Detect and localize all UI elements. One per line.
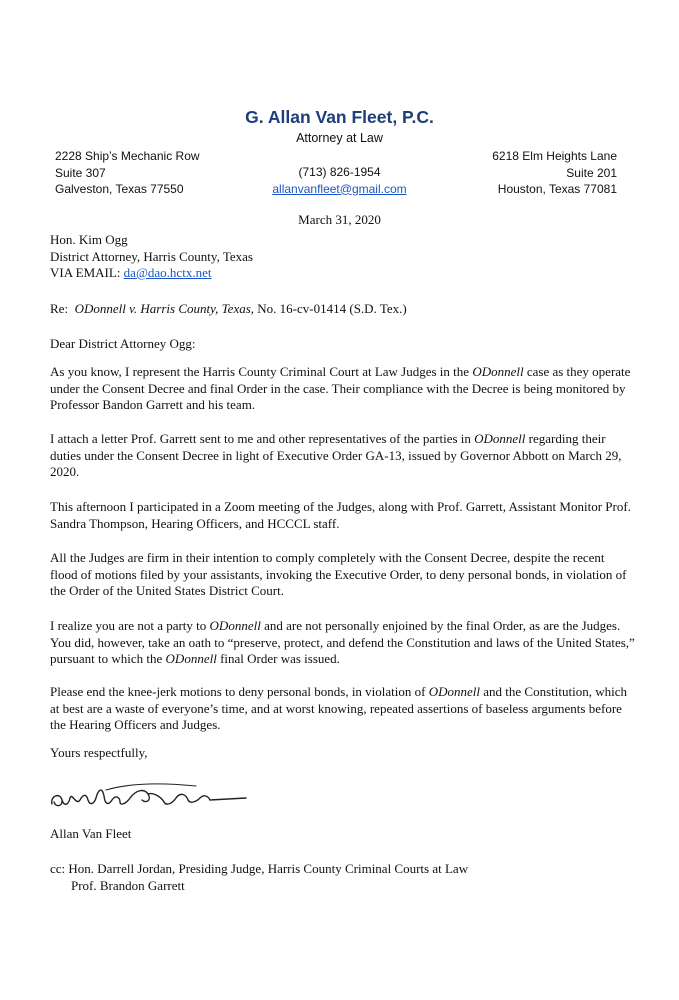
re-prefix: Re: [50, 301, 75, 316]
re-line [50, 301, 635, 318]
closing: Yours respectfully, [50, 745, 148, 760]
case-ref: ODonnell [472, 364, 524, 379]
signer-name: Allan Van Fleet [50, 826, 132, 841]
case-name: ODonnell v. Harris County, Texas [74, 301, 251, 316]
right-address [492, 148, 617, 198]
recipient-name: Hon. Kim Ogg [50, 232, 128, 247]
paragraph-text: I realize you are not a party to [50, 618, 210, 633]
paragraph-text: Please end the knee-jerk motions to deny personal bonds, in violation of [50, 684, 429, 699]
right-address-line: 6218 Elm Heights Lane [492, 149, 617, 163]
right-address-line: Houston, Texas 77081 [497, 182, 617, 196]
paragraph-text: I attach a letter Prof. Garrett sent to me and other representatives of the parties in [50, 431, 475, 446]
left-address-line: 2228 Ship’s Mechanic Row [55, 149, 200, 163]
salutation: Dear District Attorney Ogg: [50, 336, 196, 351]
paragraph-text: As you know, I represent the Harris County Criminal Court at Law Judges in the [50, 364, 473, 379]
right-address-line: Suite 201 [566, 165, 617, 180]
email-label: VIA EMAIL: [50, 265, 124, 280]
left-address-line: Galveston, Texas 77550 [55, 182, 184, 196]
recipient-email-line [50, 265, 253, 282]
paragraph-text: final Order was issued. [216, 651, 340, 667]
paragraph-text: case as they operate under the Consent Decree and final Order in the case. Their compliance with the Decree is being monitored by Professor Bandon Garrett and his team. [50, 364, 631, 413]
phone-number: (713) 826-1954 [298, 165, 381, 179]
left-address-line: Suite 307 [55, 165, 106, 180]
paragraph-text: regarding their duties under the Consent Decree in light of Executive Order GA-13, issued by Governor Abbott on March 29, 2020. [50, 431, 622, 480]
recipient-block [50, 232, 253, 282]
paragraph-6 [50, 684, 635, 734]
paragraph-text: and are not personally enjoined by the final Order, as are the Judges. You did, however, take an oath to “preserve, protect, and defend the Constitution and laws of the United States,” pursuant to which the [50, 618, 635, 667]
paragraph-1 [50, 364, 635, 414]
recipient-title: District Attorney, Harris County, Texas [50, 248, 253, 264]
firm-name: G. Allan Van Fleet, P.C. [245, 107, 434, 127]
case-ref: ODonnell [165, 651, 217, 667]
case-number: , No. 16-cv-01414 (S.D. Tex.) [250, 301, 407, 316]
cc-block [50, 861, 468, 894]
paragraph-3: This afternoon I participated in a Zoom meeting of the Judges, along with Prof. Garrett, Assistant Monitor Prof. Sandra Thompson, Hearing Officers, and HCCCL staff. [50, 499, 631, 531]
case-ref: ODonnell [428, 684, 481, 699]
email-link[interactable]: allanvanfleet@gmail.com [272, 181, 407, 196]
paragraph-4: All the Judges are firm in their intention to comply completely with the Consent Decree, despite the recent flood of motions filed by your assistants, invoking the Executive Order, to deny personal bonds, in violation of the Order of the United States District Court. [50, 550, 627, 599]
cc-line: cc: Hon. Darrell Jordan, Presiding Judge, Harris County Criminal Courts at Law [50, 861, 469, 876]
case-ref: ODonnell [474, 431, 526, 446]
handwritten-signature [46, 776, 256, 816]
paragraph-2 [50, 431, 635, 481]
paragraph-text: and the Constitution, which at best are a waste of everyone’s time, and at worst knowing, repeated assertions of baseless arguments before the Hearing Officers and Judges. [50, 684, 627, 733]
letter-date: March 31, 2020 [298, 212, 381, 227]
paragraph-5 [50, 618, 635, 668]
firm-title: Attorney at Law [296, 131, 383, 145]
recipient-email-link[interactable]: da@dao.hctx.net [123, 265, 212, 280]
case-ref: ODonnell [209, 618, 261, 633]
cc-line: Prof. Brandon Garrett [71, 877, 185, 893]
